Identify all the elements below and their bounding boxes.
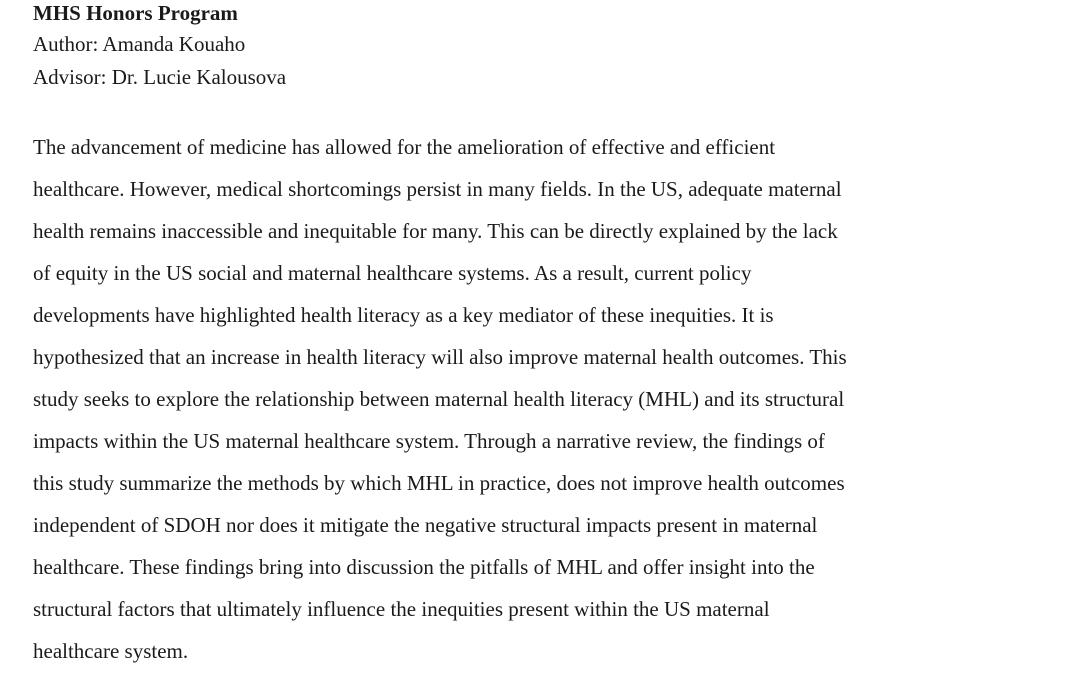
abstract-line: structural factors that ultimately influence the inequities present within the US maternal	[33, 597, 770, 621]
abstract-line: healthcare. These findings bring into discussion the pitfalls of MHL and offer insight into the	[33, 555, 815, 579]
abstract-line: health remains inaccessible and inequitable for many. This can be directly explained by the lack	[33, 219, 838, 243]
advisor-line: Advisor: Dr. Lucie Kalousova	[33, 65, 287, 89]
abstract-line: The advancement of medicine has allowed for the amelioration of effective and efficient	[33, 135, 776, 159]
author-line: Author: Amanda Kouaho	[33, 32, 246, 56]
abstract-line: independent of SDOH nor does it mitigate the negative structural impacts present in maternal	[33, 513, 818, 537]
abstract-paragraph	[33, 126, 973, 672]
document-page	[33, 0, 973, 672]
abstract-line: impacts within the US maternal healthcare system. Through a narrative review, the findings of	[33, 429, 825, 453]
abstract-line: healthcare. However, medical shortcomings persist in many fields. In the US, adequate maternal	[33, 177, 842, 201]
abstract-line: healthcare system.	[33, 639, 189, 663]
abstract-line: of equity in the US social and maternal healthcare systems. As a result, current policy	[33, 261, 752, 285]
abstract-line: this study summarize the methods by which MHL in practice, does not improve health outcomes	[33, 471, 845, 495]
abstract-line: hypothesized that an increase in health literacy will also improve maternal health outcomes. This	[33, 345, 847, 369]
abstract-line: developments have highlighted health literacy as a key mediator of these inequities. It is	[33, 303, 774, 327]
program-title: MHS Honors Program	[33, 1, 238, 25]
abstract-line: study seeks to explore the relationship between maternal health literacy (MHL) and its structural	[33, 387, 845, 411]
